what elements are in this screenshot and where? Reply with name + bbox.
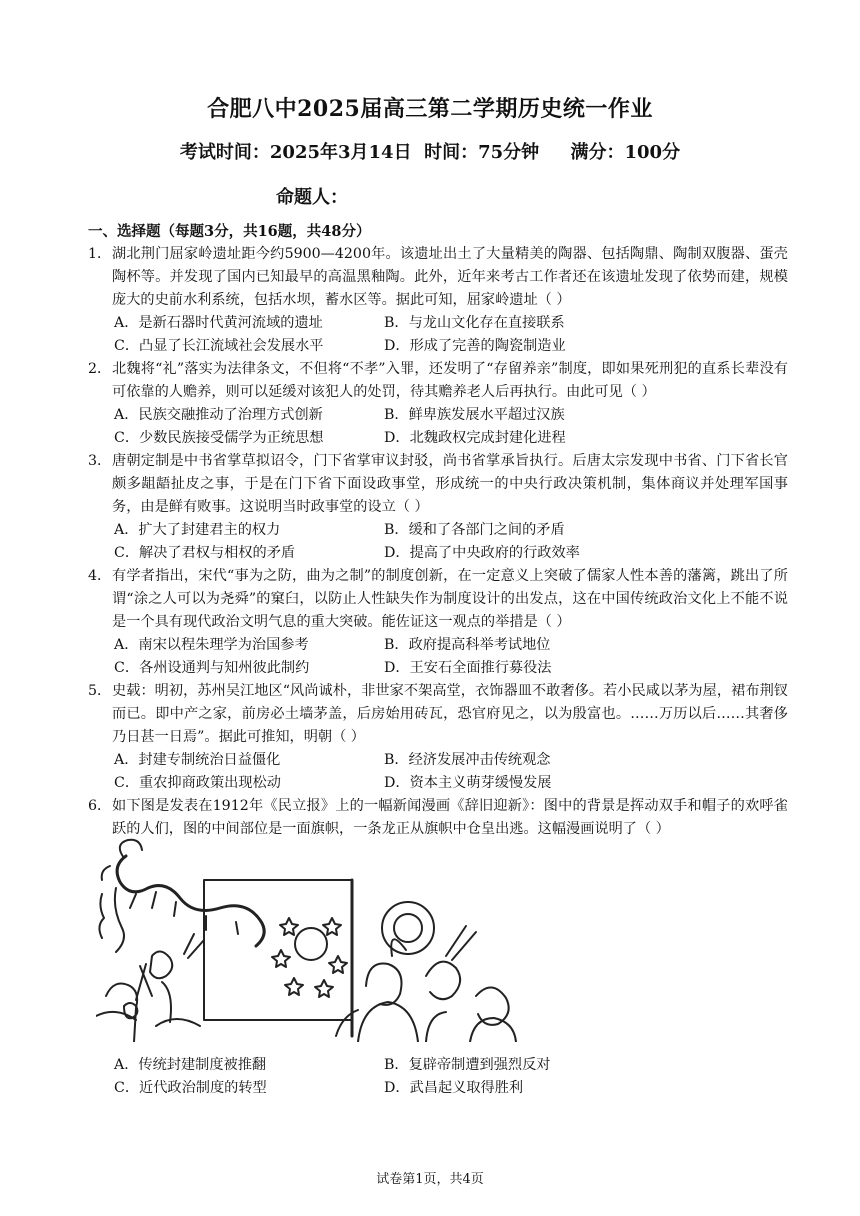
option-b: B．经济发展冲击传统观念 <box>384 752 551 768</box>
option-a: A．传统封建制度被推翻 <box>114 1057 267 1073</box>
option-c: C．少数民族接受儒学为正统思想 <box>114 430 324 446</box>
question-5-options <box>88 749 788 795</box>
question-list <box>88 243 788 841</box>
question-number: 3． <box>88 453 112 469</box>
question-stem: 湖北荆门屈家岭遗址距今约5900—4200年。该遗址出土了大量精美的陶器、包括陶鼎、陶制双腹器、蛋壳陶杯等。并发现了国内已知最早的高温黑釉陶。此外，近年来考古工作者还在该遗址发现了依势而建，规模庞大的史前水利系统，包括水坝，蓄水区等。据此可知，屈家岭遗址（ ） <box>112 246 788 308</box>
person-right <box>366 963 402 1004</box>
question-1-options <box>88 312 788 358</box>
section-heading: 一、选择题（每题3分，共16题，共48分） <box>88 223 371 240</box>
option-b: B．复辟帝制遭到强烈反对 <box>384 1057 551 1073</box>
question-number: 2． <box>88 361 112 377</box>
option-c: C．近代政治制度的转型 <box>114 1080 267 1096</box>
flag-shape <box>204 880 352 1020</box>
option-d: D．形成了完善的陶瓷制造业 <box>384 338 566 354</box>
question-3 <box>88 450 788 519</box>
question-number: 4． <box>88 568 112 584</box>
question-number: 1． <box>88 246 112 262</box>
option-d: D．武昌起义取得胜利 <box>384 1080 524 1096</box>
raised-hat <box>382 902 434 954</box>
question-number: 6． <box>88 798 112 814</box>
option-b: B．缓和了各部门之间的矛盾 <box>384 522 565 538</box>
question-stem: 史载：明初，苏州吴江地区“风尚诚朴，非世家不架高堂，衣饰器皿不敢奢侈。若小民咸以茅为屋，裙布荆钗而已。即中产之家，前房必土墙茅盖，后房始用砖瓦，恐官府见之，以为殷富也。……万历以后……其奢侈乃日甚一日焉”。据此可推知，明朝（ ） <box>112 683 788 745</box>
author-label: 命题人： <box>276 187 348 208</box>
option-c: C．解决了君权与相权的矛盾 <box>114 545 296 561</box>
option-a: A．封建专制统治日益僵化 <box>114 752 281 768</box>
exam-info: 考试时间：2025年3月14日 时间：75分钟 满分：100分 <box>179 142 681 163</box>
option-b: B．政府提高科举考试地位 <box>384 637 551 653</box>
option-a: A．民族交融推动了治理方式创新 <box>114 407 323 423</box>
option-a: A．扩大了封建君主的权力 <box>114 522 281 538</box>
option-d: D．北魏政权完成封建化进程 <box>384 430 566 446</box>
option-b: B．鲜卑族发展水平超过汉族 <box>384 407 565 423</box>
question-6-options <box>114 1054 784 1100</box>
option-d: D．资本主义萌芽缓慢发展 <box>384 775 552 791</box>
option-b: B．与龙山文化存在直接联系 <box>384 315 565 331</box>
option-c: C．各州设通判与知州彼此制约 <box>114 660 310 676</box>
option-c: C．重农抑商政策出现松动 <box>114 775 281 791</box>
option-d: D．提高了中央政府的行政效率 <box>384 545 580 561</box>
question-6 <box>88 795 788 841</box>
page-footer: 试卷第1页，共4页 <box>376 1172 484 1187</box>
question-stem: 有学者指出，宋代“事为之防，曲为之制”的制度创新，在一定意义上突破了儒家人性本善的藩篱，跳出了所谓“涂之人可以为尧舜”的窠臼，以防止人性缺失作为制度设计的出发点，这在中国传统政治文化上不能不说是一个具有现代政治文明气息的重大突破。能佐证这一观点的举措是（ ） <box>112 568 788 630</box>
question-stem: 如下图是发表在1912年《民立报》上的一幅新闻漫画《辞旧迎新》：图中的背景是挥动双手和帽子的欢呼雀跃的人们，图的中间部位是一面旗帜，一条龙正从旗帜中仓皇出逃。这幅漫画说明了（ ） <box>112 798 788 837</box>
cartoon-illustration <box>96 836 526 1042</box>
question-3-options <box>88 519 788 565</box>
option-d: D．王安石全面推行募役法 <box>384 660 552 676</box>
question-stem: 唐朝定制是中书省掌草拟诏令，门下省掌审议封驳，尚书省掌承旨执行。后唐太宗发现中书省、门下省长官颇多龃龉扯皮之事，于是在门下省下面设政事堂，形成统一的中央行政决策机制，集体商议并处理军国事务，由是鲜有败事。这说明当时政事堂的设立（ ） <box>112 453 788 515</box>
question-4 <box>88 565 788 634</box>
question-5 <box>88 680 788 749</box>
option-a: A．南宋以程朱理学为治国参考 <box>114 637 309 653</box>
question-stem: 北魏将“礼”落实为法律条文，不但将“不孝”入罪，还发明了“存留养亲”制度，即如果死刑犯的直系长辈没有可依靠的人赡养，则可以延缓对该犯人的处罚，待其赡养老人后再执行。由此可见（ ） <box>112 361 788 400</box>
question-4-options <box>88 634 788 680</box>
question-2 <box>88 358 788 404</box>
dragon-body <box>117 856 264 946</box>
option-c: C．凸显了长江流域社会发展水平 <box>114 338 324 354</box>
question-2-options <box>88 404 788 450</box>
question-number: 5． <box>88 683 112 699</box>
question-1 <box>88 243 788 312</box>
option-a: A．是新石器时代黄河流域的遗址 <box>114 315 323 331</box>
page-title: 合肥八中2025届高三第二学期历史统一作业 <box>207 96 653 122</box>
